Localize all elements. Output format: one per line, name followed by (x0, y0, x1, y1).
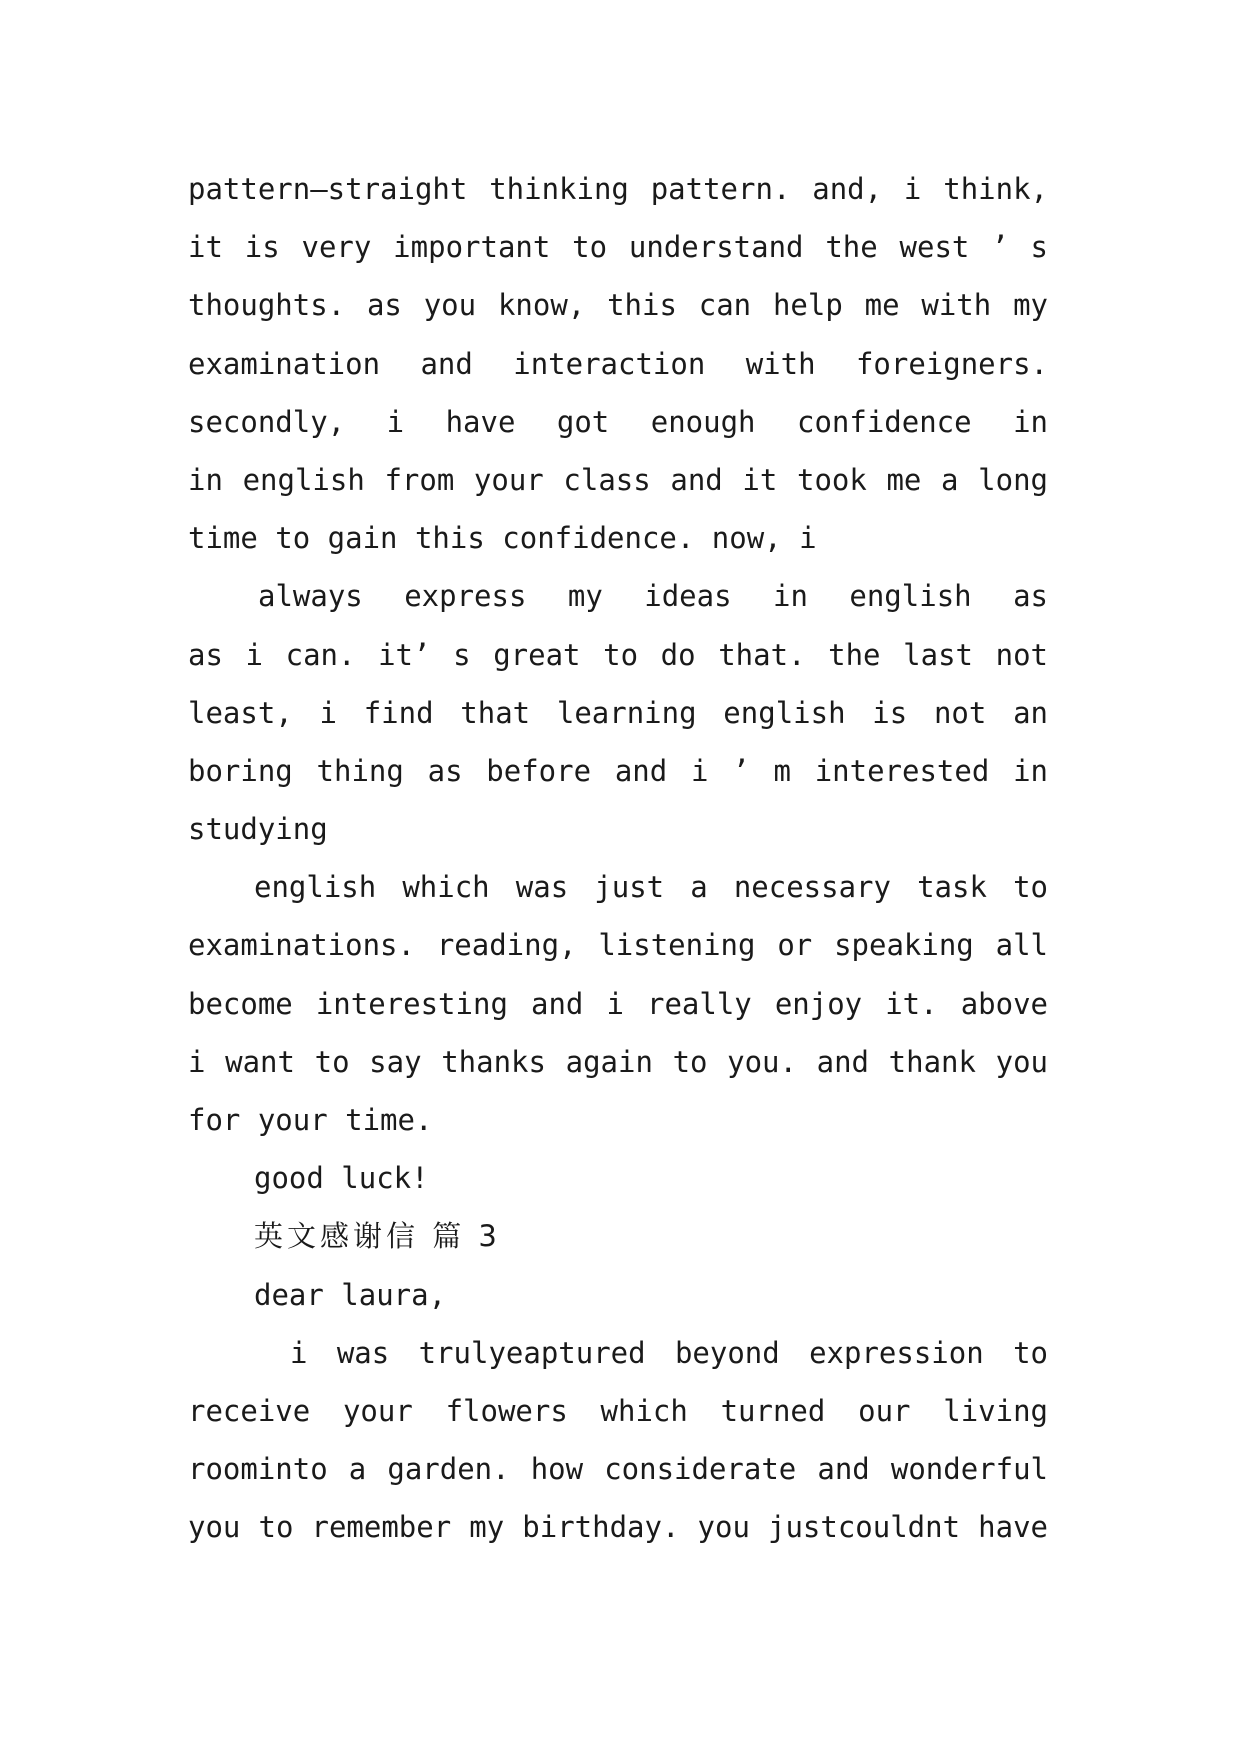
text-line: pattern—straight thinking pattern. and, i think, (188, 172, 1048, 206)
section-heading: 英文感谢信 篇 3 (254, 1219, 501, 1254)
text-line: you to remember my birthday. you justcouldnt have (188, 1510, 1048, 1545)
text-line: i want to say thanks again to you. and thank you (188, 1044, 1048, 1079)
paragraph-start-line: english which was just a necessary task to (254, 870, 1048, 905)
text-line: secondly, i have got enough confidence in (188, 404, 1048, 439)
text-line: least, i find that learning english is not an (188, 695, 1048, 730)
text-line: it is very important to understand the west ’ s (188, 230, 1048, 265)
salutation: dear laura, (254, 1277, 447, 1312)
text-line: receive your flowers which turned our living (188, 1393, 1048, 1428)
text-line: boring thing as before and i ’ m interested in (188, 753, 1048, 788)
text-line: as i can. it’ s great to do that. the last not (188, 637, 1048, 672)
text-line: roominto a garden. how considerate and wonderful (188, 1452, 1048, 1487)
text-line: become interesting and i really enjoy it. above (188, 986, 1048, 1021)
text-line: in english from your class and it took me a long (188, 462, 1048, 497)
closing-line: good luck! (254, 1161, 429, 1196)
text-line: examinations. reading, listening or speaking all (188, 928, 1048, 963)
text-line: thoughts. as you know, this can help me with my (188, 288, 1048, 323)
text-line: studying (188, 812, 328, 847)
letter-body (188, 160, 1048, 1557)
text-line: time to gain this confidence. now, i (188, 521, 817, 556)
text-line: examination and interaction with foreigners. (188, 346, 1048, 381)
text-line: for your time. (188, 1103, 433, 1137)
paragraph-start-line: i was trulyeaptured beyond expression to (290, 1335, 1048, 1370)
paragraph-start-line: always express my ideas in english as (258, 579, 1048, 614)
